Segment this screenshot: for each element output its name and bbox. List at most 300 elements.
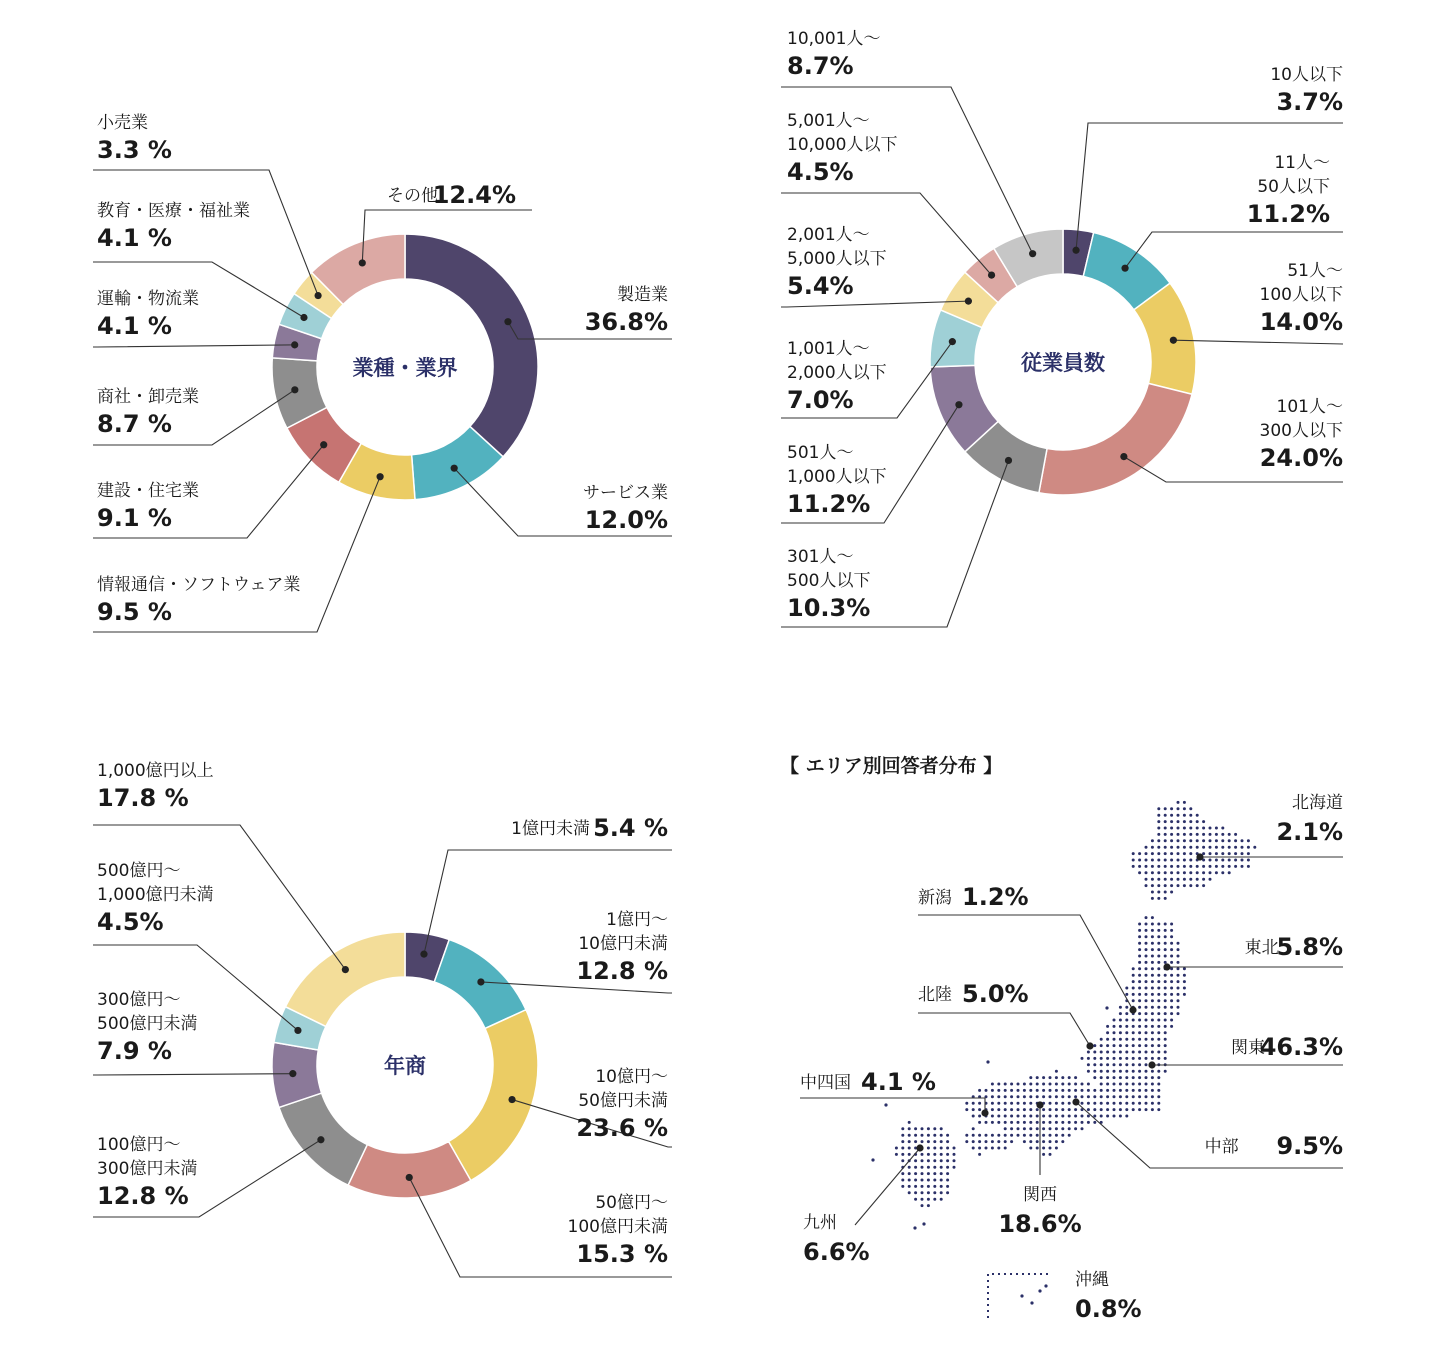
map-dot xyxy=(1017,1102,1020,1105)
slice-label: 501人～ xyxy=(787,443,854,463)
map-dot xyxy=(1151,1095,1154,1098)
map-dot xyxy=(1189,871,1192,874)
map-dot xyxy=(972,1134,975,1137)
map-dot xyxy=(914,1140,917,1143)
map-dot xyxy=(1151,1089,1154,1092)
map-dot xyxy=(1132,1108,1135,1111)
map-dot xyxy=(1183,801,1186,804)
slice-value: 4.5% xyxy=(97,908,164,936)
map-dot xyxy=(946,1172,949,1175)
map-dot xyxy=(1177,820,1180,823)
map-dot xyxy=(1106,1044,1109,1047)
map-dot xyxy=(1221,833,1224,836)
slice-value: 4.1 % xyxy=(97,224,172,252)
map-dot xyxy=(1125,1038,1128,1041)
map-dot xyxy=(901,1159,904,1162)
map-dot xyxy=(1170,948,1173,951)
map-dot xyxy=(1113,1115,1116,1118)
map-dot xyxy=(1157,814,1160,817)
map-dot xyxy=(1157,929,1160,932)
map-dot xyxy=(927,1153,930,1156)
map-dot xyxy=(1049,1140,1052,1143)
map-dot xyxy=(1119,1012,1122,1015)
map-dot xyxy=(1055,1089,1058,1092)
map-dot xyxy=(1125,1006,1128,1009)
map-dot xyxy=(1145,884,1148,887)
map-dot xyxy=(997,1102,1000,1105)
map-dot xyxy=(1106,1063,1109,1066)
map-dot xyxy=(1145,961,1148,964)
map-dot xyxy=(1125,1076,1128,1079)
map-dot xyxy=(1036,1089,1039,1092)
map-dot xyxy=(1074,1095,1077,1098)
map-dot xyxy=(985,1147,988,1150)
slice-label: 300億円未満 xyxy=(97,1159,198,1179)
map-dot xyxy=(940,1127,943,1130)
map-dot xyxy=(1055,1076,1058,1079)
map-dot xyxy=(908,1153,911,1156)
map-dot xyxy=(1093,1115,1096,1118)
map-dot xyxy=(1106,1076,1109,1079)
map-dot xyxy=(1170,839,1173,842)
slice-label: 100億円～ xyxy=(97,1135,181,1155)
map-dot xyxy=(1215,865,1218,868)
map-dot xyxy=(1049,1076,1052,1079)
map-dot xyxy=(940,1172,943,1175)
leader-dot xyxy=(1036,1101,1043,1108)
map-dot xyxy=(1157,852,1160,855)
region-value: 46.3% xyxy=(1259,1033,1343,1061)
map-dot xyxy=(1029,1115,1032,1118)
map-dot xyxy=(901,1134,904,1137)
map-dot xyxy=(1042,1089,1045,1092)
map-dot xyxy=(1209,865,1212,868)
leader-line xyxy=(918,1013,1090,1046)
slice-value: 9.1 % xyxy=(97,504,172,532)
map-dot xyxy=(927,1159,930,1162)
slice-label: 300億円～ xyxy=(97,990,181,1010)
map-dot xyxy=(991,1147,994,1150)
map-dot xyxy=(1151,942,1154,945)
slice-value: 36.8% xyxy=(584,308,668,336)
map-dot xyxy=(1202,833,1205,836)
map-dot xyxy=(1183,974,1186,977)
map-dot xyxy=(1055,1127,1058,1130)
map-dot xyxy=(1119,1102,1122,1105)
map-dot xyxy=(1132,987,1135,990)
map-dot xyxy=(1138,1012,1141,1015)
map-dot xyxy=(1170,987,1173,990)
map-dot xyxy=(1023,1115,1026,1118)
map-dot xyxy=(972,1102,975,1105)
map-dot xyxy=(1138,993,1141,996)
map-dot xyxy=(1138,961,1141,964)
map-dot xyxy=(1119,1051,1122,1054)
map-dot xyxy=(1202,820,1205,823)
map-dot xyxy=(1234,833,1237,836)
map-dot xyxy=(965,1108,968,1111)
map-dot xyxy=(1157,1019,1160,1022)
map-dot xyxy=(1189,820,1192,823)
slice-label: 1億円～ xyxy=(606,910,668,930)
map-dot xyxy=(1042,1134,1045,1137)
slice-label: 5,000人以下 xyxy=(787,249,887,269)
map-dot xyxy=(1157,1070,1160,1073)
map-dot xyxy=(1183,878,1186,881)
map-dot xyxy=(1138,1108,1141,1111)
map-dot xyxy=(1145,1108,1148,1111)
map-dot xyxy=(1151,935,1154,938)
map-dot xyxy=(1157,935,1160,938)
map-dot xyxy=(953,1159,956,1162)
map-dot xyxy=(1132,1038,1135,1041)
map-dot xyxy=(901,1140,904,1143)
slice-value: 12.8 % xyxy=(97,1182,189,1210)
map-dot xyxy=(991,1140,994,1143)
leader-dot xyxy=(1148,1061,1155,1068)
map-dot xyxy=(1081,1127,1084,1130)
map-dot xyxy=(1183,884,1186,887)
map-dot xyxy=(1138,1102,1141,1105)
slice-value: 15.3 % xyxy=(576,1240,668,1268)
map-dot xyxy=(972,1108,975,1111)
map-dot xyxy=(991,1095,994,1098)
map-dot xyxy=(1023,1108,1026,1111)
slice-value: 8.7 % xyxy=(97,410,172,438)
map-dot xyxy=(1113,1057,1116,1060)
map-dot xyxy=(1145,1019,1148,1022)
slice-label: 建設・住宅業 xyxy=(97,481,199,501)
map-dot xyxy=(908,1166,911,1169)
map-dot xyxy=(1042,1127,1045,1130)
map-dot xyxy=(1164,807,1167,810)
map-dot xyxy=(1138,974,1141,977)
map-dot xyxy=(1183,993,1186,996)
map-dot xyxy=(1004,1115,1007,1118)
map-dot xyxy=(1145,1051,1148,1054)
map-dot xyxy=(946,1166,949,1169)
map-dot xyxy=(1164,891,1167,894)
slice-label: 100人以下 xyxy=(1259,285,1343,305)
map-dot xyxy=(1049,1153,1052,1156)
map-dot xyxy=(921,1140,924,1143)
map-dot xyxy=(978,1147,981,1150)
map-dot xyxy=(1125,1057,1128,1060)
map-dot xyxy=(1145,859,1148,862)
map-dot xyxy=(1004,1121,1007,1124)
map-dot xyxy=(901,1127,904,1130)
map-dot xyxy=(1055,1134,1058,1137)
slice-value: 12.0% xyxy=(584,506,668,534)
map-dot xyxy=(1164,871,1167,874)
region-label: 沖縄 xyxy=(1075,1270,1109,1290)
map-dot xyxy=(914,1185,917,1188)
map-dot xyxy=(1183,865,1186,868)
map-dot xyxy=(1157,987,1160,990)
map-dot xyxy=(1151,1083,1154,1086)
map-dot xyxy=(946,1134,949,1137)
leader-dot xyxy=(1072,247,1079,254)
map-dot xyxy=(1042,1076,1045,1079)
map-dot xyxy=(1125,1012,1128,1015)
map-dot xyxy=(1087,1095,1090,1098)
map-dot xyxy=(1029,1102,1032,1105)
slice-value: 8.7% xyxy=(787,52,854,80)
map-dot xyxy=(1100,1115,1103,1118)
map-dot xyxy=(1234,852,1237,855)
map-dot xyxy=(1151,1057,1154,1060)
map-dot xyxy=(908,1134,911,1137)
map-dot xyxy=(986,1060,989,1063)
map-dot xyxy=(1177,955,1180,958)
map-dot xyxy=(1157,871,1160,874)
slice-label: 10,001人～ xyxy=(787,29,881,49)
map-dot xyxy=(985,1134,988,1137)
map-dot xyxy=(1209,871,1212,874)
map-dot xyxy=(1157,967,1160,970)
map-dot xyxy=(1087,1121,1090,1124)
map-dot xyxy=(1196,884,1199,887)
map-dot xyxy=(1164,897,1167,900)
map-dot xyxy=(1183,833,1186,836)
map-dot xyxy=(1068,1102,1071,1105)
map-dot xyxy=(1106,1115,1109,1118)
map-dot xyxy=(1170,955,1173,958)
leader-dot xyxy=(1129,1006,1136,1013)
map-dot xyxy=(908,1172,911,1175)
map-dot xyxy=(1132,1025,1135,1028)
map-dot xyxy=(953,1147,956,1150)
slice-label: 300人以下 xyxy=(1259,421,1343,441)
map-dot xyxy=(1145,1057,1148,1060)
map-dot xyxy=(1189,865,1192,868)
map-dot xyxy=(921,1127,924,1130)
map-dot xyxy=(1164,955,1167,958)
map-dot xyxy=(1196,865,1199,868)
map-dot xyxy=(997,1134,1000,1137)
map-dot xyxy=(1132,974,1135,977)
slice-label: 10億円～ xyxy=(595,1067,668,1087)
map-dot xyxy=(1132,1095,1135,1098)
map-dot xyxy=(1151,1102,1154,1105)
map-dot xyxy=(1145,999,1148,1002)
map-dot xyxy=(940,1185,943,1188)
map-dot xyxy=(1151,884,1154,887)
slice-label: 10,000人以下 xyxy=(787,135,898,155)
map-dot xyxy=(914,1198,917,1201)
map-dot xyxy=(946,1153,949,1156)
map-dot xyxy=(1042,1140,1045,1143)
map-dot xyxy=(1023,1089,1026,1092)
donut-slice xyxy=(348,1141,471,1198)
map-dot xyxy=(1100,1063,1103,1066)
map-dot xyxy=(1164,814,1167,817)
map-dot xyxy=(1061,1076,1064,1079)
map-dot xyxy=(1151,980,1154,983)
map-dot xyxy=(1100,1083,1103,1086)
slice-label: 50人以下 xyxy=(1257,177,1330,197)
map-dot xyxy=(908,1185,911,1188)
map-dot xyxy=(965,1134,968,1137)
map-dot xyxy=(1138,1044,1141,1047)
map-dot xyxy=(1138,865,1141,868)
map-dot xyxy=(1042,1147,1045,1150)
map-dot xyxy=(1157,1006,1160,1009)
slice-value: 12.4% xyxy=(432,181,516,209)
map-dot xyxy=(1125,1044,1128,1047)
map-dot xyxy=(946,1191,949,1194)
map-dot xyxy=(1164,833,1167,836)
map-dot xyxy=(1209,859,1212,862)
map-dot xyxy=(1004,1108,1007,1111)
map-dot xyxy=(921,1179,924,1182)
map-dot xyxy=(914,1179,917,1182)
slice-value: 5.4% xyxy=(787,272,854,300)
map-dot xyxy=(1042,1121,1045,1124)
map-dot xyxy=(1106,1051,1109,1054)
map-dot xyxy=(1004,1140,1007,1143)
map-dot xyxy=(1170,891,1173,894)
slice-label: 1,000人以下 xyxy=(787,467,887,487)
map-dot xyxy=(1010,1115,1013,1118)
map-dot xyxy=(1068,1108,1071,1111)
map-dot xyxy=(1247,846,1250,849)
leader-dot xyxy=(916,1144,923,1151)
map-dot xyxy=(1113,1031,1116,1034)
leader-dot xyxy=(1163,963,1170,970)
slice-label: 500億円未満 xyxy=(97,1014,198,1034)
map-dot xyxy=(1119,1057,1122,1060)
map-dot xyxy=(1215,833,1218,836)
map-dot xyxy=(1125,1083,1128,1086)
map-dot xyxy=(1087,1089,1090,1092)
map-dot xyxy=(1093,1102,1096,1105)
map-dot xyxy=(1068,1134,1071,1137)
map-dot xyxy=(1183,852,1186,855)
map-dot xyxy=(1151,967,1154,970)
map-dot xyxy=(1151,878,1154,881)
leader-dot xyxy=(1120,453,1127,460)
map-dot xyxy=(1151,865,1154,868)
map-dot xyxy=(1113,1076,1116,1079)
map-dot xyxy=(1157,833,1160,836)
map-dot xyxy=(1004,1147,1007,1150)
map-dot xyxy=(1234,865,1237,868)
map-dot xyxy=(1138,942,1141,945)
leader-dot xyxy=(291,386,298,393)
leader-dot xyxy=(314,292,321,299)
map-dot xyxy=(940,1198,943,1201)
map-dot xyxy=(1119,1089,1122,1092)
map-dot xyxy=(1164,839,1167,842)
map-dot xyxy=(1157,846,1160,849)
map-dot xyxy=(1010,1121,1013,1124)
map-dot xyxy=(1170,807,1173,810)
map-dot xyxy=(1061,1095,1064,1098)
map-dot xyxy=(1221,839,1224,842)
map-dot xyxy=(1049,1095,1052,1098)
map-dot xyxy=(1177,993,1180,996)
map-dot xyxy=(1234,859,1237,862)
map-dot xyxy=(1055,1108,1058,1111)
map-dot xyxy=(1138,1089,1141,1092)
leader-dot xyxy=(477,978,484,985)
map-dot xyxy=(1189,839,1192,842)
map-dot xyxy=(997,1089,1000,1092)
map-dot xyxy=(1183,814,1186,817)
map-dot xyxy=(933,1172,936,1175)
map-dot xyxy=(1228,859,1231,862)
map-dot xyxy=(871,1158,874,1161)
map-dot xyxy=(1010,1089,1013,1092)
map-dot xyxy=(1125,1031,1128,1034)
map-dot xyxy=(1132,1070,1135,1073)
map-dot xyxy=(1029,1134,1032,1137)
map-dot xyxy=(1228,871,1231,874)
map-dot xyxy=(927,1191,930,1194)
map-dot xyxy=(1055,1070,1058,1073)
donut-slice xyxy=(449,1010,538,1181)
map-dot xyxy=(1029,1089,1032,1092)
map-dot xyxy=(1068,1115,1071,1118)
map-dot xyxy=(1029,1140,1032,1143)
map-dot xyxy=(1157,827,1160,830)
slice-label: 1,000億円以上 xyxy=(97,761,214,781)
map-dot xyxy=(1196,833,1199,836)
map-dot xyxy=(1093,1051,1096,1054)
donut-center-title: 年商 xyxy=(384,1054,426,1078)
leader-line xyxy=(93,345,295,347)
map-dot xyxy=(1132,865,1135,868)
map-dot xyxy=(1093,1121,1096,1124)
map-dot xyxy=(997,1147,1000,1150)
map-dot xyxy=(1068,1095,1071,1098)
map-dot xyxy=(1157,1083,1160,1086)
map-dot xyxy=(927,1127,930,1130)
map-dot xyxy=(940,1191,943,1194)
map-dot xyxy=(1119,1038,1122,1041)
map-dot xyxy=(1164,827,1167,830)
map-dot xyxy=(1017,1134,1020,1137)
map-dot xyxy=(1087,1063,1090,1066)
map-dot xyxy=(1157,1095,1160,1098)
map-dot xyxy=(1196,827,1199,830)
map-dot xyxy=(1151,871,1154,874)
map-dot xyxy=(1125,1108,1128,1111)
map-dot xyxy=(927,1140,930,1143)
map-dot xyxy=(1202,839,1205,842)
map-dot xyxy=(1093,1089,1096,1092)
map-dot xyxy=(1170,871,1173,874)
map-dot xyxy=(1183,807,1186,810)
map-dot xyxy=(1138,955,1141,958)
map-dot xyxy=(1177,987,1180,990)
map-dot xyxy=(921,1204,924,1207)
map-dot xyxy=(901,1147,904,1150)
leader-line xyxy=(93,1074,293,1075)
map-dot xyxy=(946,1147,949,1150)
map-dot xyxy=(1189,833,1192,836)
map-dot xyxy=(1087,1102,1090,1105)
map-dot xyxy=(1004,1089,1007,1092)
map-dot xyxy=(1189,814,1192,817)
map-dot xyxy=(1074,1121,1077,1124)
map-dot xyxy=(1049,1121,1052,1124)
map-dot xyxy=(1061,1102,1064,1105)
region-label: 東北 xyxy=(1244,938,1279,958)
map-dot xyxy=(927,1198,930,1201)
map-dot xyxy=(1164,1006,1167,1009)
